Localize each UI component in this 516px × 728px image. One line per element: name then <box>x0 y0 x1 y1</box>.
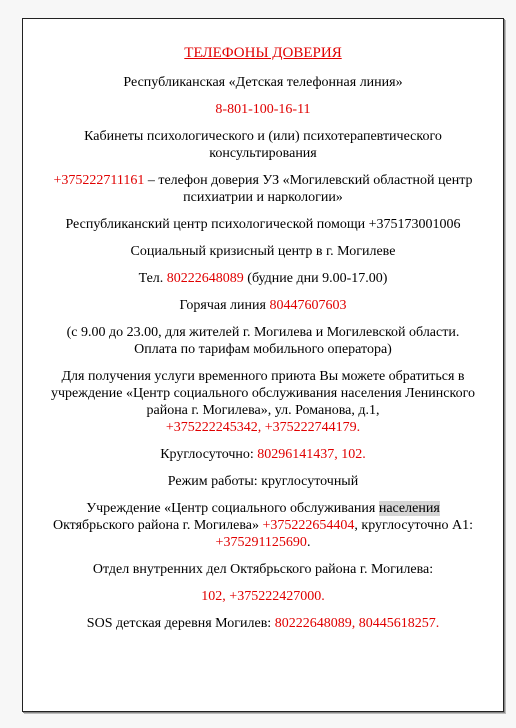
hotline-hours-text: (с 9.00 до 23.00, для жителей г. Могилева и Могилевской области. Оплата по тарифам мобильного оператора) <box>66 325 460 357</box>
oktyabrsky-center-phone: +375222654404 <box>262 518 355 533</box>
crisis-center-hours: (будние дни 9.00-17.00) <box>243 271 388 286</box>
document-page <box>22 18 504 712</box>
sos-village-paragraph <box>23 615 503 632</box>
trust-phone-text: – телефон доверия УЗ «Могилевский областной центр психиатрии и наркологии» <box>144 173 473 205</box>
shelter-phones: +375222245342, +375222744179. <box>165 420 361 435</box>
psych-cabinets-text: Кабинеты психологического и (или) психотерапевтического консультирования <box>84 129 442 161</box>
trust-phone-number: +375222711161 <box>53 173 145 188</box>
oktyabrsky-center-phone-a1: +375291125690 <box>215 535 307 550</box>
round-the-clock-label: Круглосуточно: <box>160 447 258 462</box>
hotline-label: Горячая линия <box>179 298 270 313</box>
page-title: ТЕЛЕФОНЫ ДОВЕРИЯ <box>184 45 342 61</box>
sos-village-label: SOS детская деревня Могилев: <box>86 616 275 631</box>
highlighted-word: населения <box>378 501 440 516</box>
hotline-phone: 80447607603 <box>269 298 347 313</box>
oktyabrsky-center-text-3: , круглосуточно А1: <box>354 518 474 533</box>
tel-prefix: Тел. <box>138 271 167 286</box>
trust-phone-paragraph <box>23 172 503 206</box>
children-line-name: Республиканская «Детская телефонная линия» <box>123 75 403 90</box>
shelter-text: Для получения услуги временного приюта Вы можете обратиться в учреждение «Центр социального обслуживания населения Ленинского района г. Могилева», ул. Романова, д.1, <box>51 369 475 418</box>
crisis-center-phone-paragraph <box>23 270 503 287</box>
republican-center-text: Республиканский центр психологической помощи +375173001006 <box>65 217 461 232</box>
oktyabrsky-center-text-1: Учреждение «Центр социального обслуживания <box>86 501 379 516</box>
hotline-paragraph <box>23 297 503 314</box>
oktyabrsky-center-period: . <box>306 535 311 550</box>
shelter-paragraph <box>23 368 503 436</box>
document-body <box>23 45 503 642</box>
children-line-phone: 8-801-100-16-11 <box>215 102 311 117</box>
work-mode-text: Режим работы: круглосуточный <box>167 474 359 489</box>
oktyabrsky-center-text-2: Октябрьского района г. Могилева» <box>52 518 263 533</box>
round-the-clock-paragraph <box>23 446 503 463</box>
police-department-phones: 102, +375222427000. <box>201 589 325 604</box>
crisis-center-phone: 80222648089 <box>166 271 244 286</box>
police-department-text: Отдел внутренних дел Октябрьского района г. Могилева: <box>92 562 434 577</box>
crisis-center-text: Социальный кризисный центр в г. Могилеве <box>130 244 396 259</box>
sos-village-phones: 80222648089, 80445618257. <box>274 616 440 631</box>
oktyabrsky-center-paragraph <box>23 500 503 551</box>
round-the-clock-phones: 80296141437, 102. <box>257 447 366 462</box>
